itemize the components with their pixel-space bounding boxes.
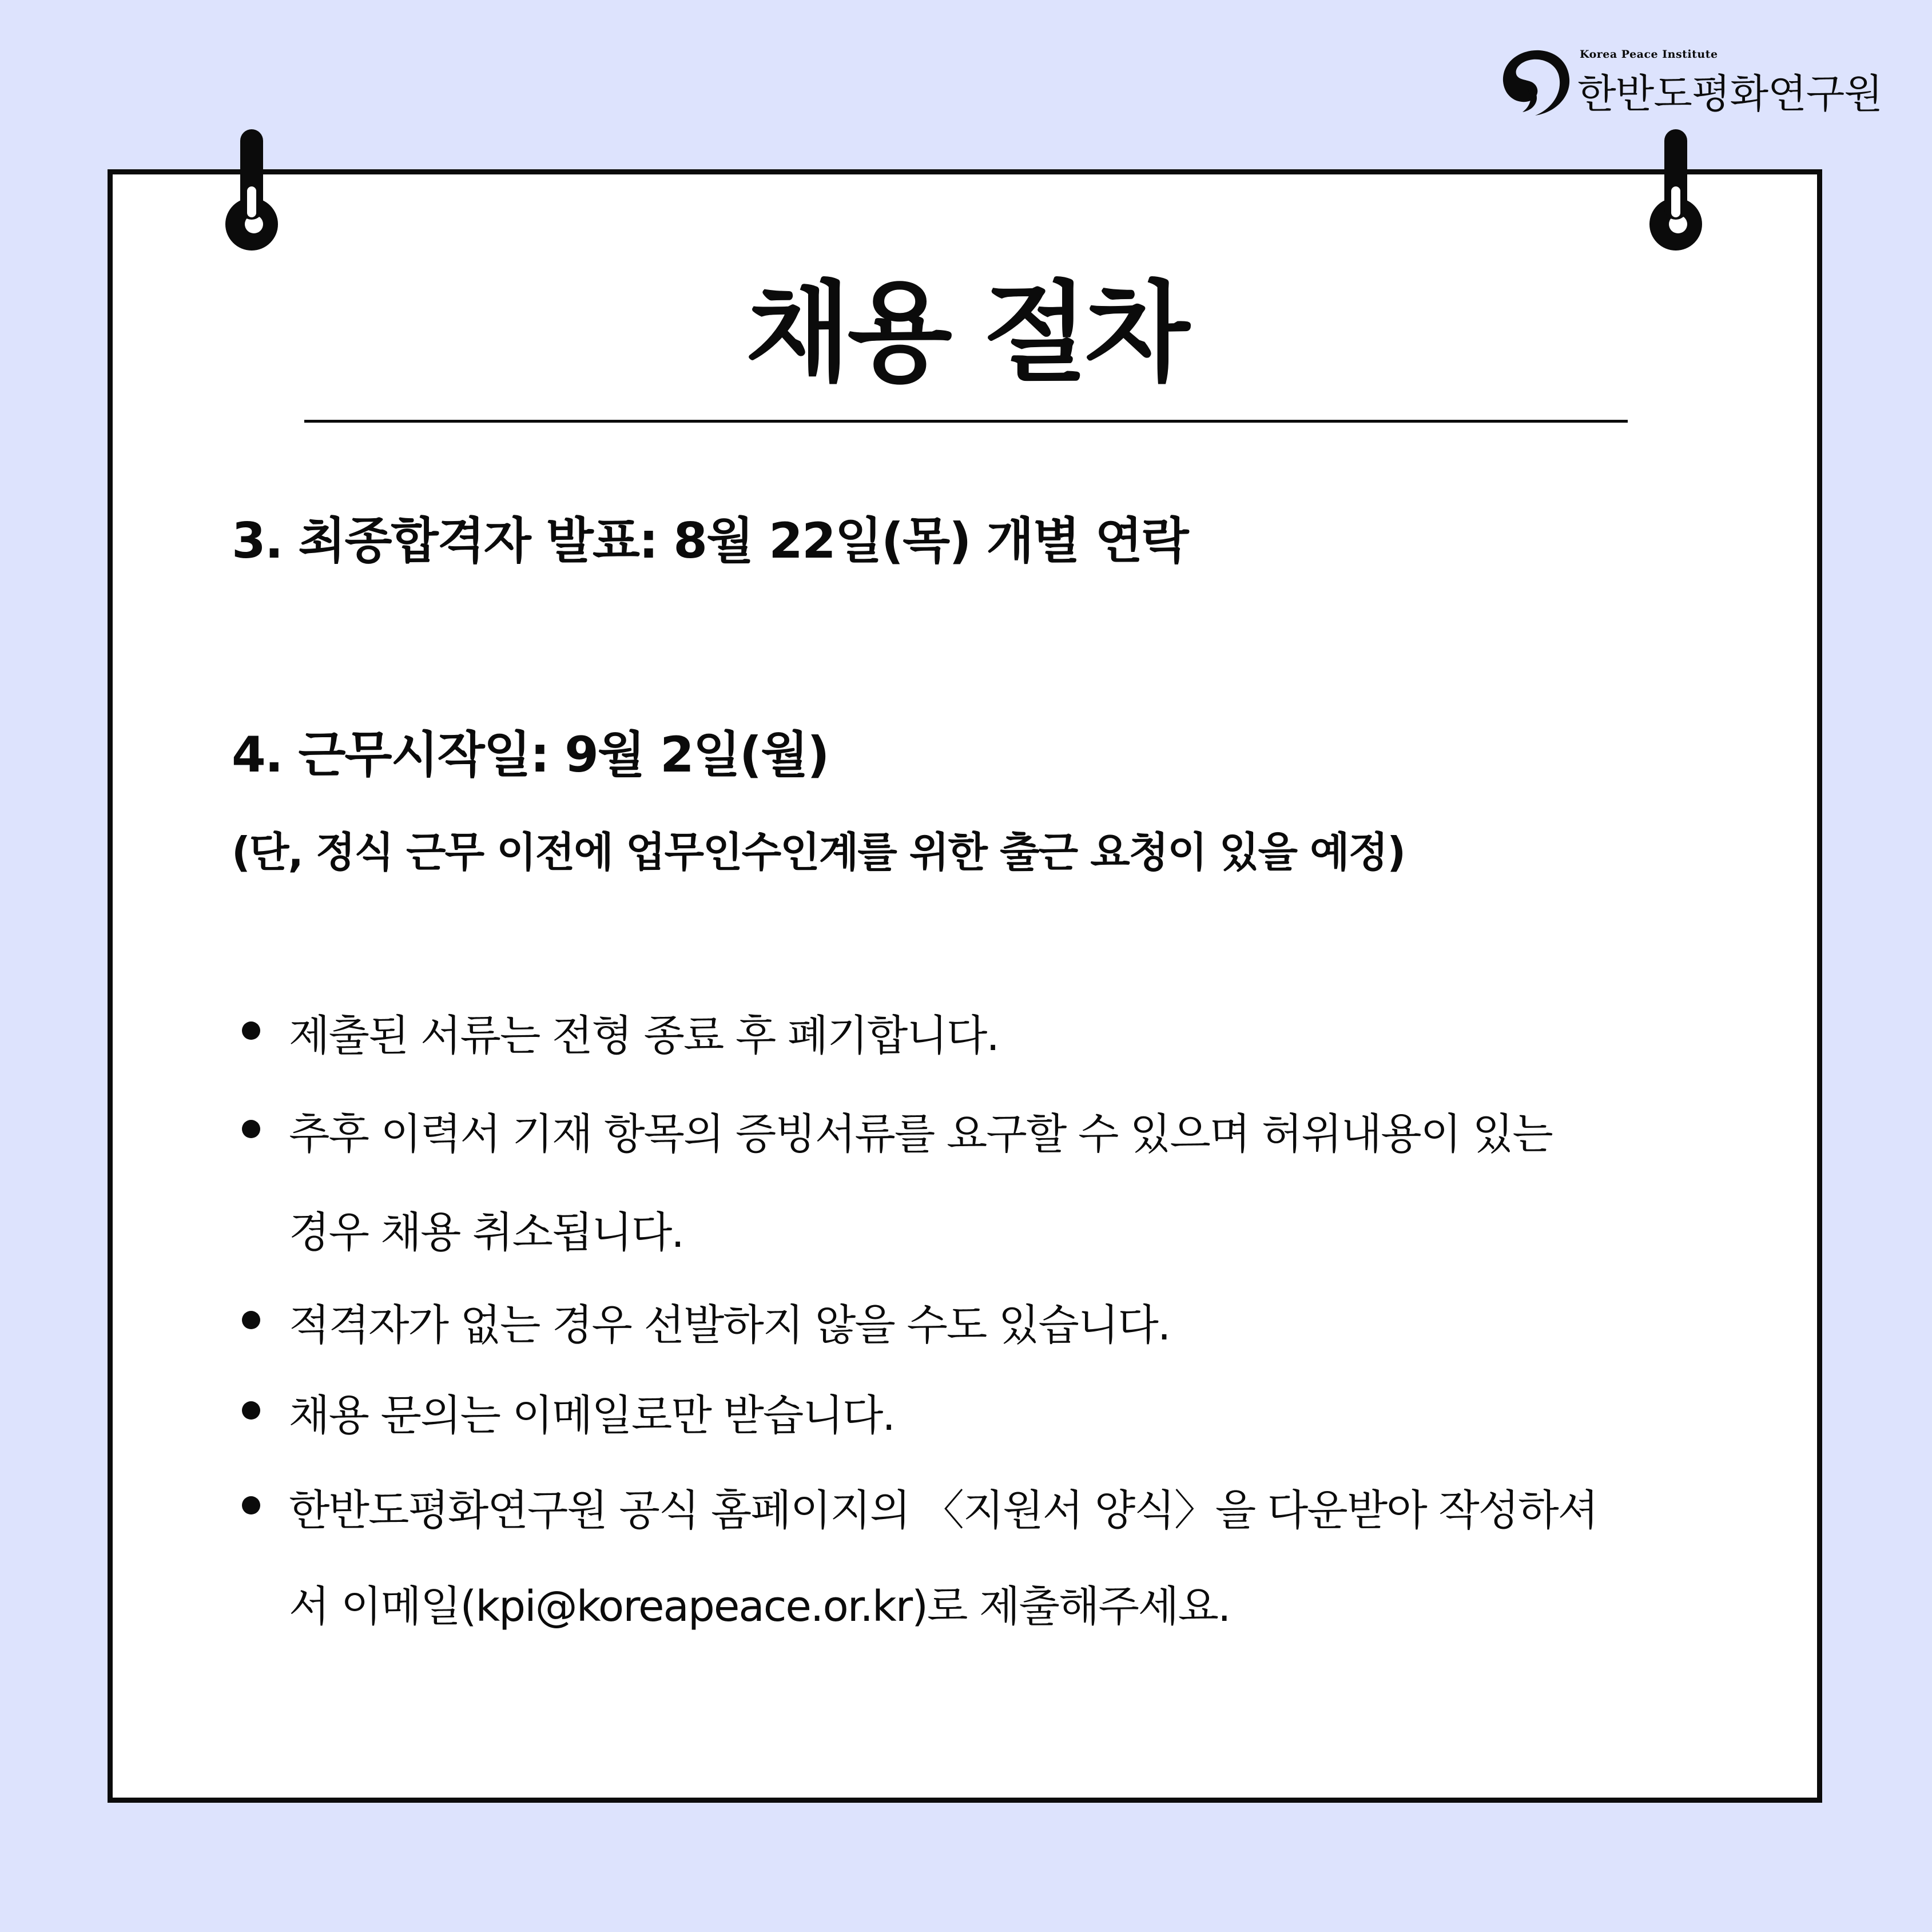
list-item: 한반도평화연구원 공식 홈페이지의 〈지원서 양식〉을 다운받아 작성하셔 [289, 1486, 1598, 1535]
ink-brush-swirl-icon [1500, 46, 1573, 119]
step-final-announcement: 3. 최종합격자 발표: 8월 22일(목) 개별 연락 [232, 512, 1188, 570]
bullet-icon [242, 1120, 260, 1138]
logo-korean-name: 한반도평화연구원 [1577, 70, 1882, 117]
logo-english-name: Korea Peace Institute [1580, 48, 1718, 61]
list-item-continued: 경우 채용 취소됩니다. [289, 1208, 683, 1257]
bullet-icon [242, 1496, 260, 1514]
bullet-icon [242, 1311, 260, 1329]
list-item: 추후 이력서 기재 항목의 증빙서류를 요구할 수 있으며 허위내용이 있는 [289, 1110, 1552, 1159]
step-work-start: 4. 근무시작일: 9월 2일(월) [232, 726, 829, 784]
bullet-icon [242, 1401, 260, 1420]
binder-ring-icon [223, 129, 280, 251]
step-note: (단, 정식 근무 이전에 업무인수인계를 위한 출근 요청이 있을 예정) [232, 828, 1405, 876]
bullet-icon [242, 1021, 260, 1040]
notice-board [108, 169, 1822, 1803]
list-item: 적격자가 없는 경우 선발하지 않을 수도 있습니다. [289, 1301, 1170, 1350]
list-item: 채용 문의는 이메일로만 받습니다. [289, 1391, 895, 1440]
page-title: 채용 절차 [745, 270, 1187, 396]
list-item-continued: 서 이메일(kpi@koreapeace.or.kr)로 제출해주세요. [289, 1582, 1230, 1631]
list-item: 제출된 서류는 전형 종료 후 폐기합니다. [289, 1011, 999, 1060]
binder-ring-icon [1647, 129, 1704, 251]
institute-logo [1500, 42, 1882, 122]
title-divider [304, 420, 1628, 423]
